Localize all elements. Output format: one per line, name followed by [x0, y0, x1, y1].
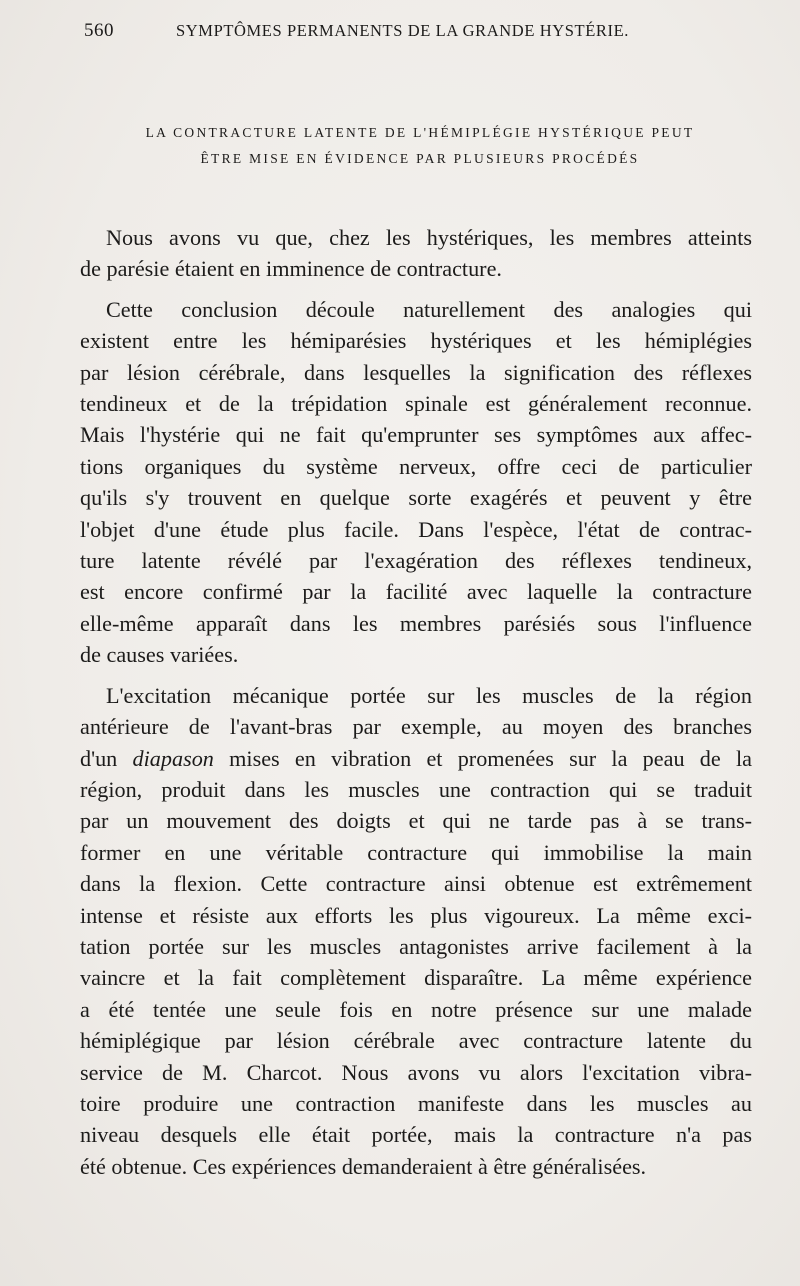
text-line: est encore confirmé par la facilité avec laquelle la contracture: [80, 579, 752, 605]
running-title: SYMPTÔMES PERMANENTS DE LA GRANDE HYSTÉRIE.: [176, 21, 629, 40]
text-line: Nous avons vu que, chez les hystériques, les membres atteints: [106, 225, 752, 250]
text-line: antérieure de l'avant-bras par exemple, au moyen des branches: [80, 714, 752, 740]
text-line: tation portée sur les muscles antagonistes arrive facilement à la: [80, 933, 752, 959]
text-line: existent entre les hémiparésies hystériques et les hémiplégies: [80, 328, 752, 354]
italic-term: diapason: [132, 745, 214, 771]
paragraph-3: [80, 680, 752, 1183]
text-line: toire produire une contraction manifeste dans les muscles au: [80, 1090, 752, 1116]
text-line: L'excitation mécanique portée sur les muscles de la région: [106, 682, 752, 708]
text-line: elle-même apparaît dans les membres parésiés sous l'influence: [80, 610, 752, 636]
text-line: région, produit dans les muscles une contraction qui se traduit: [80, 776, 752, 802]
section-title: [80, 120, 760, 172]
text-line: former en une véritable contracture qui immobilise la main: [80, 839, 752, 865]
text-line: niveau desquels elle était portée, mais la contracture n'a pas: [80, 1122, 752, 1148]
paragraph-2: [80, 294, 752, 671]
text-line: d'un diapason mises en vibration et promenées sur la peau de la: [80, 745, 753, 771]
text-line: vaincre et la fait complètement disparaître. La même expérience: [80, 965, 752, 991]
text-line: par lésion cérébrale, dans lesquelles la signification des réflexes: [80, 359, 752, 385]
page-header: [84, 20, 664, 46]
text-line: intense et résiste aux efforts les plus vigoureux. La même exci-: [80, 902, 752, 928]
text-line: été obtenue. Ces expériences demanderaient à être généralisées.: [80, 1153, 647, 1179]
text-line: hémiplégique par lésion cérébrale avec contracture latente du: [80, 1028, 752, 1054]
text-line: l'objet d'une étude plus facile. Dans l'espèce, l'état de contrac-: [80, 516, 752, 542]
section-title-line-1: LA CONTRACTURE LATENTE DE L'HÉMIPLÉGIE HYSTÉRIQUE PEUT: [145, 125, 695, 140]
body-text: [80, 222, 752, 1191]
text-line: tions organiques du système nerveux, offre ceci de particulier: [80, 453, 752, 479]
text-line: par un mouvement des doigts et qui ne tarde pas à se trans-: [80, 808, 752, 834]
text-line: Cette conclusion découle naturellement des analogies qui: [106, 296, 752, 322]
paragraph-1: [80, 222, 752, 285]
text-line: service de M. Charcot. Nous avons vu alors l'excitation vibra-: [80, 1059, 752, 1085]
text-line: a été tentée une seule fois en notre présence sur une malade: [80, 996, 752, 1022]
text-line: Mais l'hystérie qui ne fait qu'emprunter ses symptômes aux affec-: [80, 422, 752, 448]
text-line: dans la flexion. Cette contracture ainsi obtenue est extrêmement: [80, 871, 752, 897]
text-line: ture latente révélé par l'exagération des réflexes tendineux,: [80, 548, 752, 574]
page-number: 560: [84, 20, 114, 41]
section-title-line-2: ÊTRE MISE EN ÉVIDENCE PAR PLUSIEURS PROCÉDÉS: [200, 151, 640, 166]
text-line: qu'ils s'y trouvent en quelque sorte exagérés et peuvent y être: [80, 485, 752, 511]
text-line: de causes variées.: [80, 642, 239, 668]
text-line: de parésie étaient en imminence de contracture.: [80, 256, 502, 282]
text-line: tendineux et de la trépidation spinale est généralement reconnue.: [80, 391, 752, 417]
